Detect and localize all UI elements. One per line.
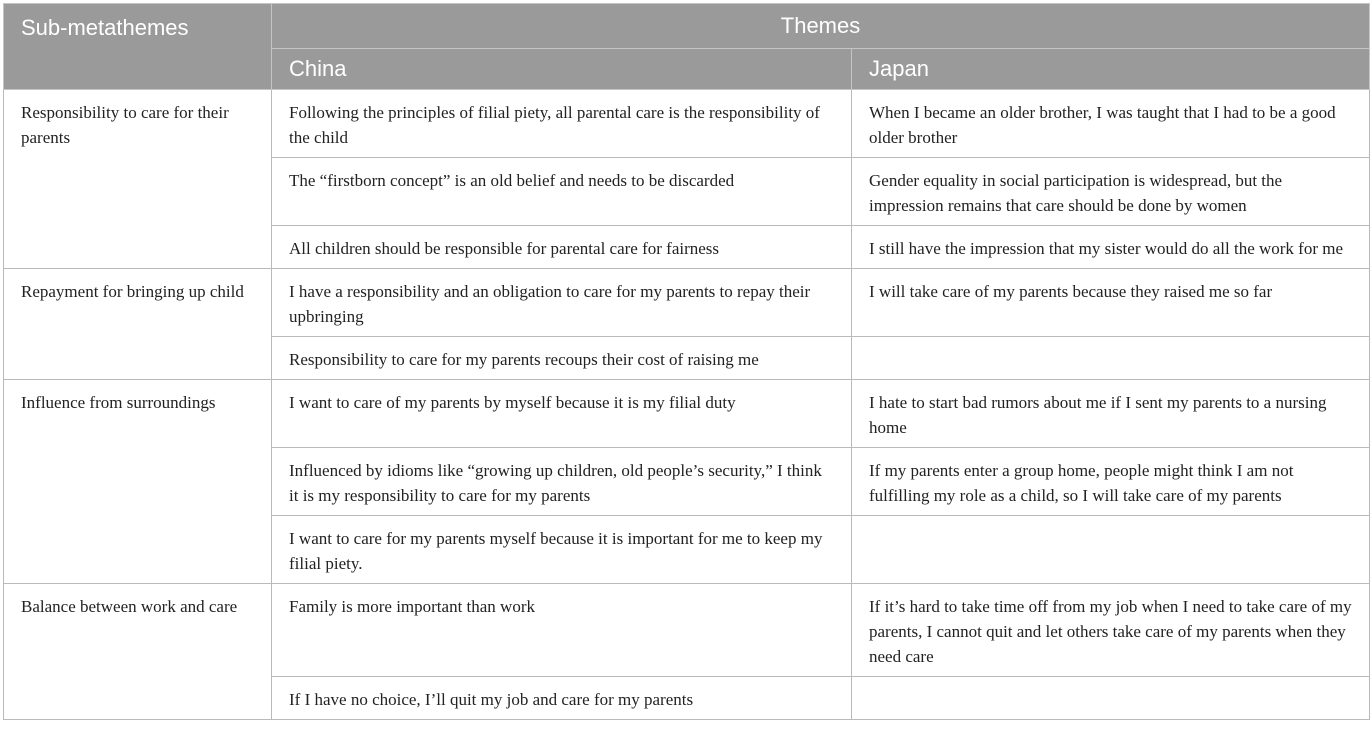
china-cell: Responsibility to care for my parents recoups their cost of raising me	[272, 337, 852, 380]
table-row	[4, 269, 1370, 337]
japan-cell: I still have the impression that my sister would do all the work for me	[852, 226, 1370, 269]
china-cell: If I have no choice, I’ll quit my job and care for my parents	[272, 677, 852, 720]
sub-metatheme-cell: Influence from surroundings	[4, 380, 272, 584]
china-cell: Family is more important than work	[272, 584, 852, 677]
header-sub-metathemes: Sub-metathemes	[4, 4, 272, 90]
header-themes: Themes	[272, 4, 1370, 49]
sub-metatheme-cell: Balance between work and care	[4, 584, 272, 720]
table-row	[4, 380, 1370, 448]
japan-cell	[852, 516, 1370, 584]
japan-cell	[852, 337, 1370, 380]
china-cell: Following the principles of filial piety, all parental care is the responsibility of the child	[272, 90, 852, 158]
japan-cell	[852, 677, 1370, 720]
china-cell: All children should be responsible for parental care for fairness	[272, 226, 852, 269]
header-china: China	[272, 49, 852, 90]
japan-cell: If it’s hard to take time off from my job when I need to take care of my parents, I cannot quit and let others take care of my parents when they need care	[852, 584, 1370, 677]
sub-metatheme-cell: Repayment for bringing up child	[4, 269, 272, 380]
japan-cell: If my parents enter a group home, people might think I am not fulfilling my role as a child, so I will take care of my parents	[852, 448, 1370, 516]
header-japan: Japan	[852, 49, 1370, 90]
japan-cell: I will take care of my parents because they raised me so far	[852, 269, 1370, 337]
china-cell: Influenced by idioms like “growing up children, old people’s security,” I think it is my responsibility to care for my parents	[272, 448, 852, 516]
china-cell: The “firstborn concept” is an old belief and needs to be discarded	[272, 158, 852, 226]
japan-cell: When I became an older brother, I was taught that I had to be a good older brother	[852, 90, 1370, 158]
china-cell: I have a responsibility and an obligation to care for my parents to repay their upbringing	[272, 269, 852, 337]
china-cell: I want to care for my parents myself because it is important for me to keep my filial piety.	[272, 516, 852, 584]
japan-cell: I hate to start bad rumors about me if I sent my parents to a nursing home	[852, 380, 1370, 448]
china-cell: I want to care of my parents by myself because it is my filial duty	[272, 380, 852, 448]
sub-metatheme-cell: Responsibility to care for their parents	[4, 90, 272, 269]
themes-table	[3, 3, 1370, 720]
japan-cell: Gender equality in social participation is widespread, but the impression remains that care should be done by women	[852, 158, 1370, 226]
table-row	[4, 90, 1370, 158]
table-row	[4, 584, 1370, 677]
